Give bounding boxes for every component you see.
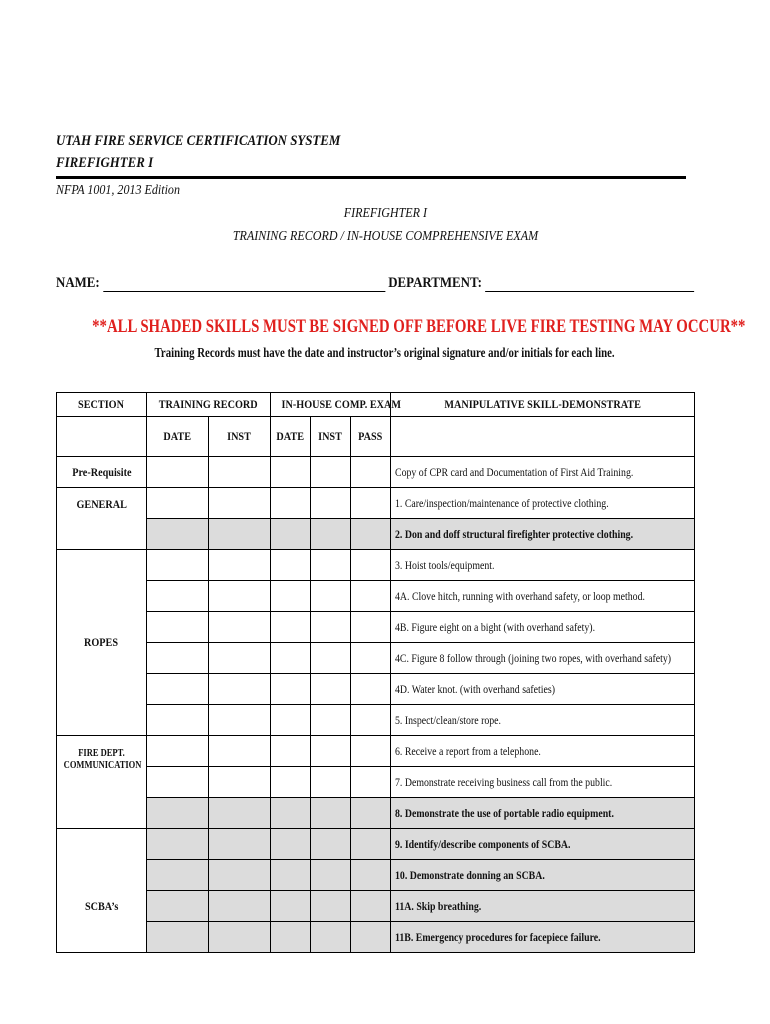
section-communication	[57, 736, 147, 829]
table-row-shaded	[57, 860, 695, 891]
exam-inst-cell[interactable]	[311, 736, 351, 767]
section-general: GENERAL	[57, 488, 147, 550]
exam-date-cell[interactable]	[271, 736, 311, 767]
training-record-table	[56, 392, 695, 953]
exam-inst-cell[interactable]	[311, 891, 351, 922]
training-date-cell[interactable]	[147, 643, 209, 674]
training-date-cell[interactable]	[147, 581, 209, 612]
training-date-cell[interactable]	[147, 674, 209, 705]
training-date-cell[interactable]	[147, 488, 209, 519]
exam-pass-cell[interactable]	[351, 705, 391, 736]
header-section: SECTION	[57, 393, 147, 417]
exam-inst-cell[interactable]	[311, 457, 351, 488]
exam-date-cell[interactable]	[271, 457, 311, 488]
training-date-cell[interactable]	[147, 612, 209, 643]
header-inst-exam: INST	[311, 417, 351, 457]
exam-date-cell[interactable]	[271, 829, 311, 860]
exam-inst-cell[interactable]	[311, 829, 351, 860]
exam-pass-cell[interactable]	[351, 829, 391, 860]
table-row-shaded	[57, 798, 695, 829]
header-date: DATE	[147, 417, 209, 457]
name-field[interactable]	[103, 277, 385, 292]
level-title: FIREFIGHTER I	[56, 155, 154, 171]
training-inst-cell[interactable]	[209, 612, 271, 643]
table-row-shaded	[57, 891, 695, 922]
exam-inst-cell[interactable]	[311, 674, 351, 705]
training-inst-cell[interactable]	[209, 922, 271, 953]
header-rule	[56, 176, 686, 179]
exam-date-cell[interactable]	[271, 891, 311, 922]
exam-inst-cell[interactable]	[311, 612, 351, 643]
exam-date-cell[interactable]	[271, 581, 311, 612]
training-date-cell[interactable]	[147, 550, 209, 581]
training-inst-cell[interactable]	[209, 798, 271, 829]
exam-pass-cell[interactable]	[351, 767, 391, 798]
exam-date-cell[interactable]	[271, 860, 311, 891]
exam-inst-cell[interactable]	[311, 643, 351, 674]
skill-label: 4D. Water knot. (with overhand safeties)	[391, 674, 695, 705]
exam-inst-cell[interactable]	[311, 705, 351, 736]
training-date-cell[interactable]	[147, 736, 209, 767]
header-inst: INST	[209, 417, 271, 457]
training-inst-cell[interactable]	[209, 488, 271, 519]
table-row	[57, 674, 695, 705]
department-label: DEPARTMENT:	[388, 275, 482, 291]
table-row	[57, 550, 695, 581]
exam-inst-cell[interactable]	[311, 922, 351, 953]
exam-pass-cell[interactable]	[351, 550, 391, 581]
name-department-row	[56, 275, 694, 292]
skill-label: 4A. Clove hitch, running with overhand safety, or loop method.	[391, 581, 695, 612]
table-row	[57, 612, 695, 643]
skill-label: 1. Care/inspection/maintenance of protective clothing.	[391, 488, 695, 519]
section-ropes: ROPES	[57, 550, 147, 736]
exam-date-cell[interactable]	[271, 550, 311, 581]
exam-inst-cell[interactable]	[311, 581, 351, 612]
exam-pass-cell[interactable]	[351, 581, 391, 612]
exam-pass-cell[interactable]	[351, 519, 391, 550]
exam-date-cell[interactable]	[271, 519, 311, 550]
warning-banner: **ALL SHADED SKILLS MUST BE SIGNED OFF BEFORE LIVE FIRE TESTING MAY OCCUR**	[92, 316, 746, 337]
exam-date-cell[interactable]	[271, 767, 311, 798]
header-blank	[57, 417, 147, 457]
skill-label: 4B. Figure eight on a bight (with overhand safety).	[391, 612, 695, 643]
exam-pass-cell[interactable]	[351, 643, 391, 674]
form-subtitle: TRAINING RECORD / IN-HOUSE COMPREHENSIVE EXAM	[232, 229, 538, 244]
training-inst-cell[interactable]	[209, 860, 271, 891]
training-date-cell[interactable]	[147, 860, 209, 891]
training-inst-cell[interactable]	[209, 519, 271, 550]
exam-date-cell[interactable]	[271, 798, 311, 829]
exam-pass-cell[interactable]	[351, 674, 391, 705]
exam-pass-cell[interactable]	[351, 736, 391, 767]
department-field[interactable]	[485, 277, 694, 292]
training-inst-cell[interactable]	[209, 767, 271, 798]
training-inst-cell[interactable]	[209, 581, 271, 612]
skill-label: 11B. Emergency procedures for facepiece failure.	[391, 922, 695, 953]
form-title: FIREFIGHTER I	[343, 206, 427, 221]
table-row	[57, 736, 695, 767]
exam-date-cell[interactable]	[271, 705, 311, 736]
exam-pass-cell[interactable]	[351, 612, 391, 643]
table-row-shaded	[57, 519, 695, 550]
table-row	[57, 457, 695, 488]
exam-pass-cell[interactable]	[351, 798, 391, 829]
system-title: UTAH FIRE SERVICE CERTIFICATION SYSTEM	[56, 133, 341, 149]
header-pass: PASS	[351, 417, 391, 457]
skill-label: 11A. Skip breathing.	[391, 891, 695, 922]
header-training-record: TRAINING RECORD	[147, 393, 271, 417]
name-label: NAME:	[56, 275, 100, 291]
skill-label: 3. Hoist tools/equipment.	[391, 550, 695, 581]
exam-inst-cell[interactable]	[311, 550, 351, 581]
exam-pass-cell[interactable]	[351, 457, 391, 488]
skill-label: 6. Receive a report from a telephone.	[391, 736, 695, 767]
training-inst-cell[interactable]	[209, 891, 271, 922]
table-row	[57, 767, 695, 798]
exam-date-cell[interactable]	[271, 488, 311, 519]
exam-date-cell[interactable]	[271, 674, 311, 705]
skill-label: 8. Demonstrate the use of portable radio equipment.	[391, 798, 695, 829]
table-row	[57, 705, 695, 736]
exam-date-cell[interactable]	[271, 922, 311, 953]
training-date-cell[interactable]	[147, 829, 209, 860]
exam-pass-cell[interactable]	[351, 488, 391, 519]
skill-label: Copy of CPR card and Documentation of First Aid Training.	[391, 457, 695, 488]
skill-label: 2. Don and doff structural firefighter protective clothing.	[391, 519, 695, 550]
section-prerequisite: Pre-Requisite	[57, 457, 147, 488]
training-inst-cell[interactable]	[209, 829, 271, 860]
table-row	[57, 488, 695, 519]
exam-inst-cell[interactable]	[311, 488, 351, 519]
exam-pass-cell[interactable]	[351, 860, 391, 891]
training-inst-cell[interactable]	[209, 705, 271, 736]
exam-inst-cell[interactable]	[311, 767, 351, 798]
edition-label: NFPA 1001, 2013 Edition	[56, 183, 180, 198]
exam-inst-cell[interactable]	[311, 860, 351, 891]
section-communication-line1: FIRE DEPT.	[78, 748, 125, 759]
skill-label: 4C. Figure 8 follow through (joining two ropes, with overhand safety)	[391, 643, 695, 674]
skill-label: 9. Identify/describe components of SCBA.	[391, 829, 695, 860]
table-row	[57, 643, 695, 674]
training-date-cell[interactable]	[147, 798, 209, 829]
training-date-cell[interactable]	[147, 705, 209, 736]
training-date-cell[interactable]	[147, 891, 209, 922]
training-inst-cell[interactable]	[209, 736, 271, 767]
exam-inst-cell[interactable]	[311, 798, 351, 829]
exam-pass-cell[interactable]	[351, 891, 391, 922]
table-row-shaded	[57, 922, 695, 953]
section-scba: SCBA’s	[57, 829, 147, 953]
training-inst-cell[interactable]	[209, 643, 271, 674]
header-date-exam: DATE	[271, 417, 311, 457]
training-date-cell[interactable]	[147, 767, 209, 798]
header-inhouse-exam: IN-HOUSE COMP. EXAM	[271, 393, 391, 417]
exam-pass-cell[interactable]	[351, 922, 391, 953]
exam-date-cell[interactable]	[271, 612, 311, 643]
table-row-shaded	[57, 829, 695, 860]
section-communication-line2: COMMUNICATION	[63, 760, 142, 771]
training-date-cell[interactable]	[147, 519, 209, 550]
skill-label: 10. Demonstrate donning an SCBA.	[391, 860, 695, 891]
training-inst-cell[interactable]	[209, 674, 271, 705]
exam-inst-cell[interactable]	[311, 519, 351, 550]
instruction-note: Training Records must have the date and instructor’s original signature and/or initials for each line.	[154, 345, 616, 360]
training-inst-cell[interactable]	[209, 550, 271, 581]
training-date-cell[interactable]	[147, 457, 209, 488]
table-row	[57, 581, 695, 612]
training-date-cell[interactable]	[147, 922, 209, 953]
training-inst-cell[interactable]	[209, 457, 271, 488]
header-blank-skill	[391, 417, 695, 457]
skill-label: 7. Demonstrate receiving business call from the public.	[391, 767, 695, 798]
header-skill: MANIPULATIVE SKILL-DEMONSTRATE	[391, 393, 695, 417]
exam-date-cell[interactable]	[271, 643, 311, 674]
skill-label: 5. Inspect/clean/store rope.	[391, 705, 695, 736]
